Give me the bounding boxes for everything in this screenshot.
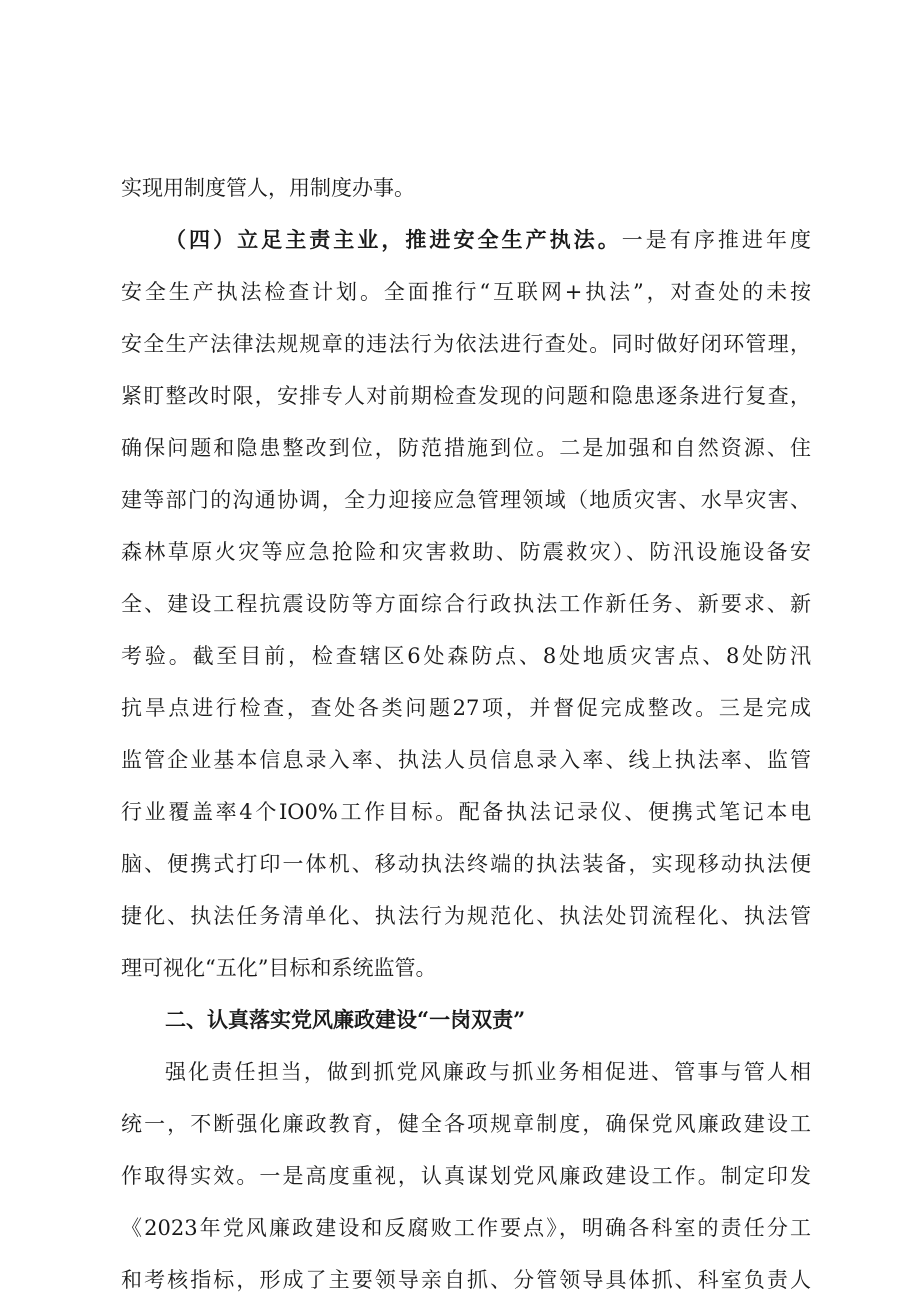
text-line: 建等部门的沟通协调，全力迎接应急管理领域（地质灾害、水旱灾害、 [121, 488, 811, 512]
text-line: 统一，不断强化廉政教育，健全各项规章制度，确保党风廉政建设工 [121, 1112, 811, 1136]
text-line: 全、建设工程抗震设防等方面综合行政执法工作新任务、新要求、新 [121, 592, 811, 616]
paragraph-4-lead-text: 一是有序推进年度 [621, 228, 812, 252]
section-heading: 二、认真落实党风廉政建设“一岗双责” [165, 1007, 526, 1032]
text-line: 确保问题和隐患整改到位，防范措施到位。二是加强和自然资源、住 [121, 436, 811, 460]
text-line: 作取得实效。一是高度重视，认真谋划党风廉政建设工作。制定印发 [121, 1164, 811, 1188]
text-line: 捷化、执法任务清单化、执法行为规范化、执法处罚流程化、执法管 [121, 904, 811, 928]
text-line: 和考核指标，形成了主要领导亲自抓、分管领导具体抓、科室负责人 [121, 1268, 811, 1292]
text-line: 《2023年党风廉政建设和反腐败工作要点》，明确各科室的责任分工 [121, 1216, 811, 1240]
text-line: 抗旱点进行检查，查处各类问题27项，并督促完成整改。三是完成 [121, 696, 811, 720]
text-line: 行业覆盖率4个IO0%工作目标。配备执法记录仪、便携式笔记本电 [121, 800, 811, 824]
text-line: 安全生产法律法规规章的违法行为依法进行查处。同时做好闭环管理， [121, 332, 811, 356]
text-line: 脑、便携式打印一体机、移动执法终端的执法装备，实现移动执法便 [121, 852, 811, 876]
text-line: 实现用制度管人，用制度办事。 [121, 176, 415, 200]
text-line: 安全生产执法检查计划。全面推行“互联网+执法”，对查处的未按 [121, 280, 811, 304]
text-line: 森林草原火灾等应急抢险和灾害救助、防震救灾）、防汛设施设备安 [121, 540, 811, 564]
paragraph-4-first-line [165, 228, 811, 252]
paragraph-4-heading: （四）立足主责主业，推进安全生产执法。 [165, 227, 622, 252]
text-line: 考验。截至目前，检查辖区6处森防点、8处地质灾害点、8处防汛 [121, 644, 811, 668]
text-line: 紧盯整改时限，安排专人对前期检查发现的问题和隐患逐条进行复查， [121, 384, 811, 408]
paragraph-5-first-line: 强化责任担当，做到抓党风廉政与抓业务相促进、管事与管人相 [165, 1060, 811, 1084]
text-line: 监管企业基本信息录入率、执法人员信息录入率、线上执法率、监管 [121, 748, 811, 772]
text-line: 理可视化“五化”目标和系统监管。 [121, 956, 437, 980]
